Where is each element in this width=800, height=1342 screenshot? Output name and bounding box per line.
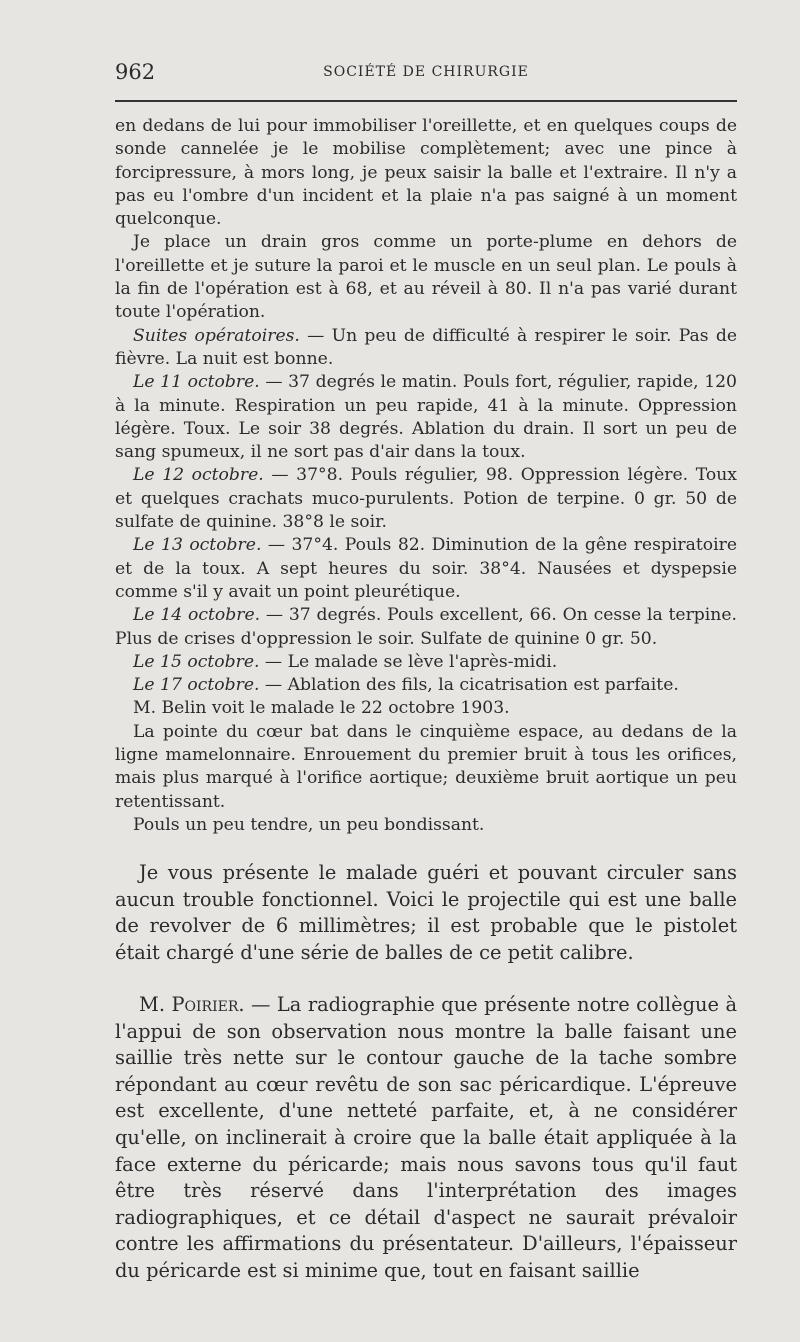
header-rule bbox=[115, 100, 737, 102]
page-number: 962 bbox=[115, 60, 156, 84]
paragraph-lead: Suites opératoires. bbox=[133, 325, 300, 346]
discussion-text bbox=[115, 992, 737, 1285]
paragraph: Je place un drain gros comme un porte-plume en dehors de l'oreillette et je suture la paroi et le muscle en un seul plan. Le pouls à la fin de l'opération est à 68, et au réveil à 80. Il n'a pas varié durant toute l'opération. bbox=[115, 232, 737, 323]
paragraph-lead: Le 11 octobre. bbox=[133, 372, 260, 393]
paragraph: M. Belin voit le malade le 22 octobre 1903. bbox=[133, 698, 510, 719]
paragraph: Suites opératoires. — Un peu de difficulté à respirer le soir. Pas de fièvre. La nuit est bonne. bbox=[115, 325, 737, 369]
speaker-name: M. Poirier. bbox=[139, 993, 245, 1016]
paragraph: Le 14 octobre. — 37 degrés. Pouls excellent, 66. On cesse la terpine. Plus de crises d'oppression le soir. Sulfate de quinine 0 gr. 50. bbox=[115, 605, 737, 649]
paragraph: Le 12 octobre. — 37°8. Pouls régulier, 98. Oppression légère. Toux et quelques crachats muco-purulents. Potion de terpine. 0 gr. 50 de sulfate de quinine. 38°8 le soir. bbox=[115, 465, 737, 533]
case-report-text bbox=[115, 115, 737, 837]
paragraph: en dedans de lui pour immobiliser l'oreillette, et en quelques coups de sonde cannelée je le mobilise complètement; avec une pince à forcipressure, à mors long, je peux saisir la balle et l'extraire. Il n'y a pas eu l'ombre d'un incident et la plaie n'a pas saigné à un moment quelconque. bbox=[115, 116, 737, 230]
paragraph: La pointe du cœur bat dans le cinquième espace, au dedans de la ligne mamelonnaire. Enrouement du premier bruit à tous les orifices, mais plus marqué à l'orifice aortique; deuxième bruit aortique un peu retentissant. bbox=[115, 721, 737, 812]
paragraph: Pouls un peu tendre, un peu bondissant. bbox=[133, 814, 485, 835]
paragraph-lead: Le 13 octobre. bbox=[133, 535, 262, 556]
paragraph-lead: Le 12 octobre. bbox=[133, 465, 264, 486]
paragraph: Le 13 octobre. — 37°4. Pouls 82. Diminution de la gêne respiratoire et de la toux. A sept heures du soir. 38°4. Nausées et dyspepsie comme s'il y avait un point pleurétique. bbox=[115, 535, 737, 602]
presentation-text bbox=[115, 860, 737, 966]
page-header bbox=[115, 58, 737, 88]
paragraph: M. Poirier. — La radiographie que présente notre collègue à l'appui de son observation nous montre la balle faisant une saillie très nette sur le contour gauche de la tache sombre répondant au cœur revêtu de son sac péricardique. L'épreuve est excellente, d'une netteté parfaite, et, à ne considérer qu'elle, on inclinerait à croire que la balle était appliquée à la face externe du péricarde; mais nous savons tous qu'il faut être très réservé dans l'interprétation des images radiographiques, et ce détail d'aspect ne saurait prévaloir contre les affirmations du présentateur. D'ailleurs, l'épaisseur du péricarde est si minime que, tout en faisant saillie bbox=[115, 993, 738, 1282]
paragraph: Le 15 octobre. — Le malade se lève l'après-midi. bbox=[133, 651, 558, 672]
running-title: SOCIÉTÉ DE CHIRURGIE bbox=[323, 64, 529, 80]
paragraph-lead: Le 15 octobre. bbox=[133, 651, 260, 672]
paragraph-lead: Le 17 octobre. bbox=[133, 675, 260, 696]
paragraph: Le 11 octobre. — 37 degrés le matin. Pouls fort, régulier, rapide, 120 à la minute. Respiration un peu rapide, 41 à la minute. Oppression légère. Toux. Le soir 38 degrés. Ablation du drain. Il sort un peu de sang spumeux, il ne sort pas d'air dans la toux. bbox=[115, 372, 737, 463]
paragraph: Le 17 octobre. — Ablation des fils, la cicatrisation est parfaite. bbox=[133, 675, 679, 696]
paragraph: Je vous présente le malade guéri et pouvant circuler sans aucun trouble fonctionnel. Voici le projectile qui est une balle de revolver de 6 millimètres; il est probable que le pistolet était chargé d'une série de balles de ce petit calibre. bbox=[115, 861, 737, 964]
paragraph-lead: Le 14 octobre. bbox=[133, 605, 261, 626]
